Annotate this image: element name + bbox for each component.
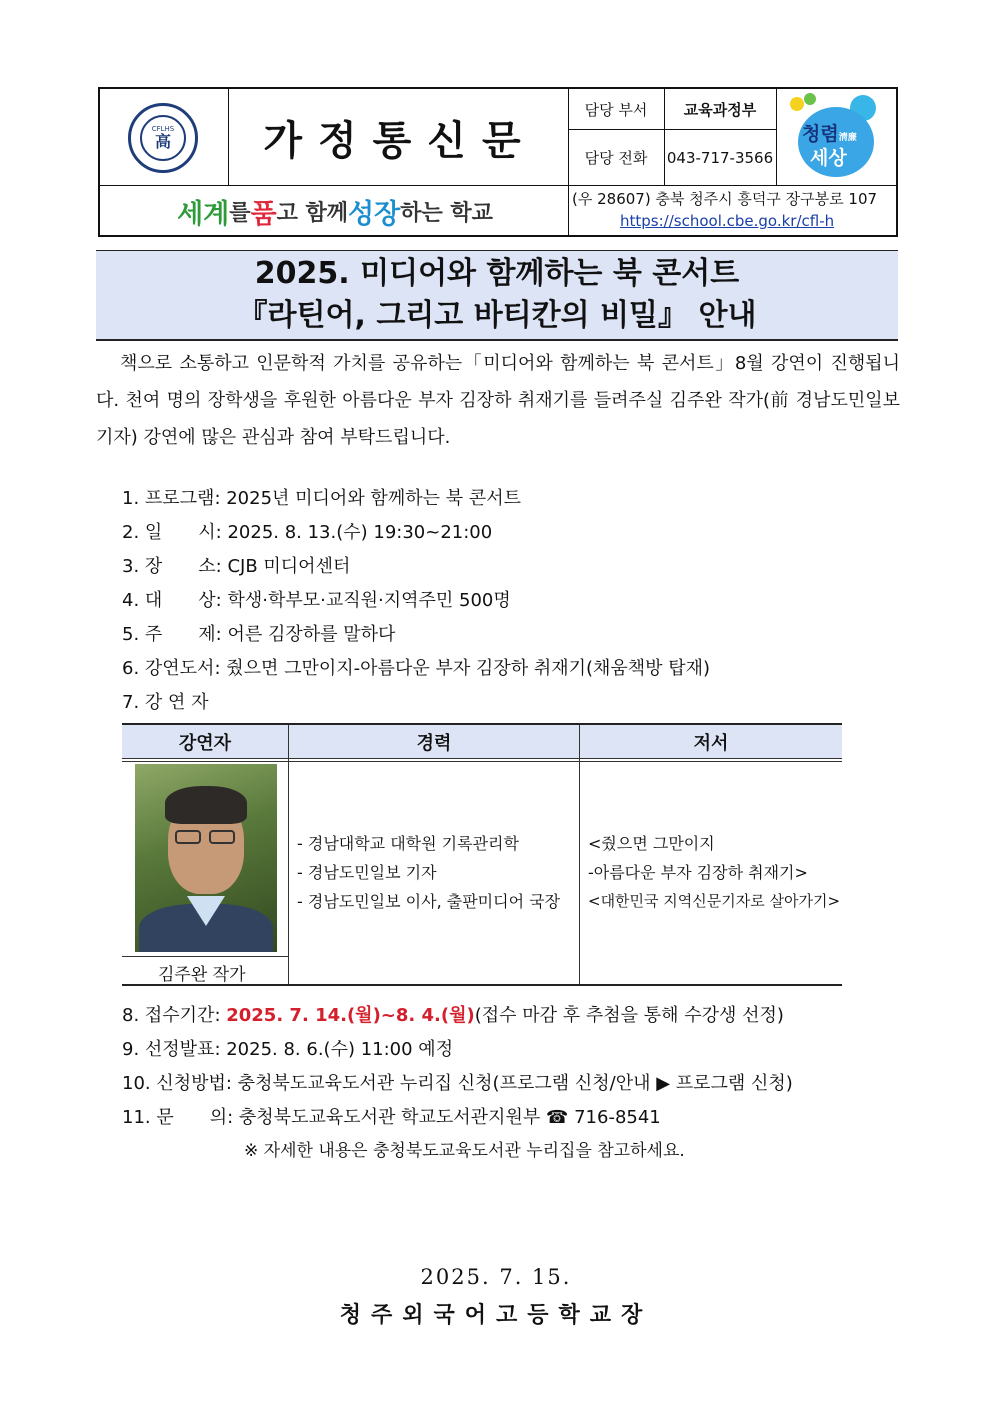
divider <box>776 89 777 185</box>
table-header: 강연자 <box>122 725 288 758</box>
book-line: <줬으면 그만이지 <box>588 834 715 853</box>
list-item <box>122 1001 784 1027</box>
divider <box>228 89 229 185</box>
badge-text: 세상 <box>810 147 847 169</box>
slogan-part: 품 <box>250 198 277 230</box>
phone-value: 043-717-3566 <box>666 148 774 167</box>
address: (우 28607) 충북 청주시 흥덕구 장구봉로 107 <box>572 190 878 208</box>
application-period: 2025. 7. 14.(월)~8. 4.(월) <box>226 1005 475 1026</box>
school-url-link[interactable]: https://school.cbe.go.kr/cfl-h <box>620 212 835 230</box>
banner-line-2: 『라틴어, 그리고 바티칸의 비밀』 안내 <box>237 298 757 333</box>
list-item: 5. 주 제: 어른 김장하를 말하다 <box>122 624 396 645</box>
list-item: 4. 대 상: 학생·학부모·교직원·지역주민 500명 <box>122 590 511 611</box>
badge-dot <box>804 93 816 105</box>
table-header: 저서 <box>580 725 842 758</box>
list-item: 6. 강연도서: 줬으면 그만이지-아름다운 부자 김장하 취재기(채움책방 탑재) <box>122 658 711 679</box>
divider <box>122 956 288 957</box>
divider <box>288 725 289 986</box>
book-line: -아름다운 부자 김장하 취재기> <box>588 863 808 882</box>
banner-line-1: 2025. 미디어와 함께하는 북 콘서트 <box>254 256 740 291</box>
integrity-badge <box>780 93 896 183</box>
book-line: <대한민국 지역신문기자로 살아가기> <box>588 892 841 910</box>
title-banner <box>96 250 898 341</box>
photo-shape <box>165 786 247 824</box>
logo-text: CFLHS <box>151 125 175 133</box>
intro-text: 책으로 소통하고 인문학적 가치를 공유하는「미디어와 함께하는 북 콘서트」8월 강연이 진행됩니다. 천여 명의 장학생을 후원한 아름다운 부자 김장하 취재기를 들려주실 김주완 작가(前 경남도민일보 기자) 강연에 많은 관심과 참여 부탁드립니다. <box>96 353 900 448</box>
list-item: 2. 일 시: 2025. 8. 13.(수) 19:30~21:00 <box>122 522 493 543</box>
divider <box>122 758 842 759</box>
photo-shape <box>175 830 237 846</box>
address-block <box>570 186 898 236</box>
speaker-photo <box>135 764 277 952</box>
dept-value: 교육과정부 <box>683 100 757 119</box>
item-note: (접수 마감 후 추첨을 통해 수강생 선정) <box>474 1005 784 1026</box>
logo-mark: 高 <box>154 132 171 151</box>
item-label: 8. 접수기간: <box>122 1005 227 1026</box>
phone-label: 담당 전화 <box>584 149 648 167</box>
page-title: 가정통신문 <box>263 117 537 164</box>
career-line: - 경남도민일보 기자 <box>297 863 437 882</box>
list-item: 11. 문 의: 충청북도교육도서관 학교도서관지원부 ☎ 716-8541 <box>122 1107 661 1128</box>
list-item: 1. 프로그램: 2025년 미디어와 함께하는 북 콘서트 <box>122 488 521 509</box>
career-line: - 경남대학교 대학원 기록관리학 <box>297 834 519 853</box>
issue-date: 2025. 7. 15. <box>420 1265 572 1289</box>
school-logo <box>128 103 198 173</box>
slogan-part: 고 함께 <box>276 200 349 226</box>
badge-text: 淸廉 <box>838 133 857 143</box>
divider <box>579 725 580 986</box>
slogan-part: 성장 <box>348 198 401 230</box>
table-header: 경력 <box>289 725 579 758</box>
list-item: 3. 장 소: CJB 미디어센터 <box>122 556 351 577</box>
intro-paragraph <box>96 345 900 456</box>
badge-dot <box>790 97 804 111</box>
slogan-part: 를 <box>229 200 251 226</box>
list-item: 10. 신청방법: 충청북도교육도서관 누리집 신청(프로그램 신청/안내 ▶ 프로그램 신청) <box>122 1073 793 1094</box>
footnote: ※ 자세한 내용은 충청북도교육도서관 누리집을 참고하세요. <box>244 1141 685 1161</box>
header-table <box>98 87 898 237</box>
speaker-name: 김주완 작가 <box>158 965 246 985</box>
slogan-part: 세계 <box>177 198 230 230</box>
speaker-table <box>122 723 842 986</box>
list-item: 9. 선정발표: 2025. 8. 6.(수) 11:00 예정 <box>122 1039 454 1060</box>
badge-text: 청렴 <box>802 123 839 145</box>
divider <box>122 761 842 762</box>
school-slogan <box>100 186 570 236</box>
dept-label: 담당 부서 <box>584 100 648 119</box>
principal-signature: 청주외국어고등학교장 <box>339 1302 653 1328</box>
career-line: - 경남도민일보 이사, 출판미디어 국장 <box>297 892 561 911</box>
slogan-part: 하는 학교 <box>400 200 493 226</box>
list-item: 7. 강 연 자 <box>122 692 209 713</box>
